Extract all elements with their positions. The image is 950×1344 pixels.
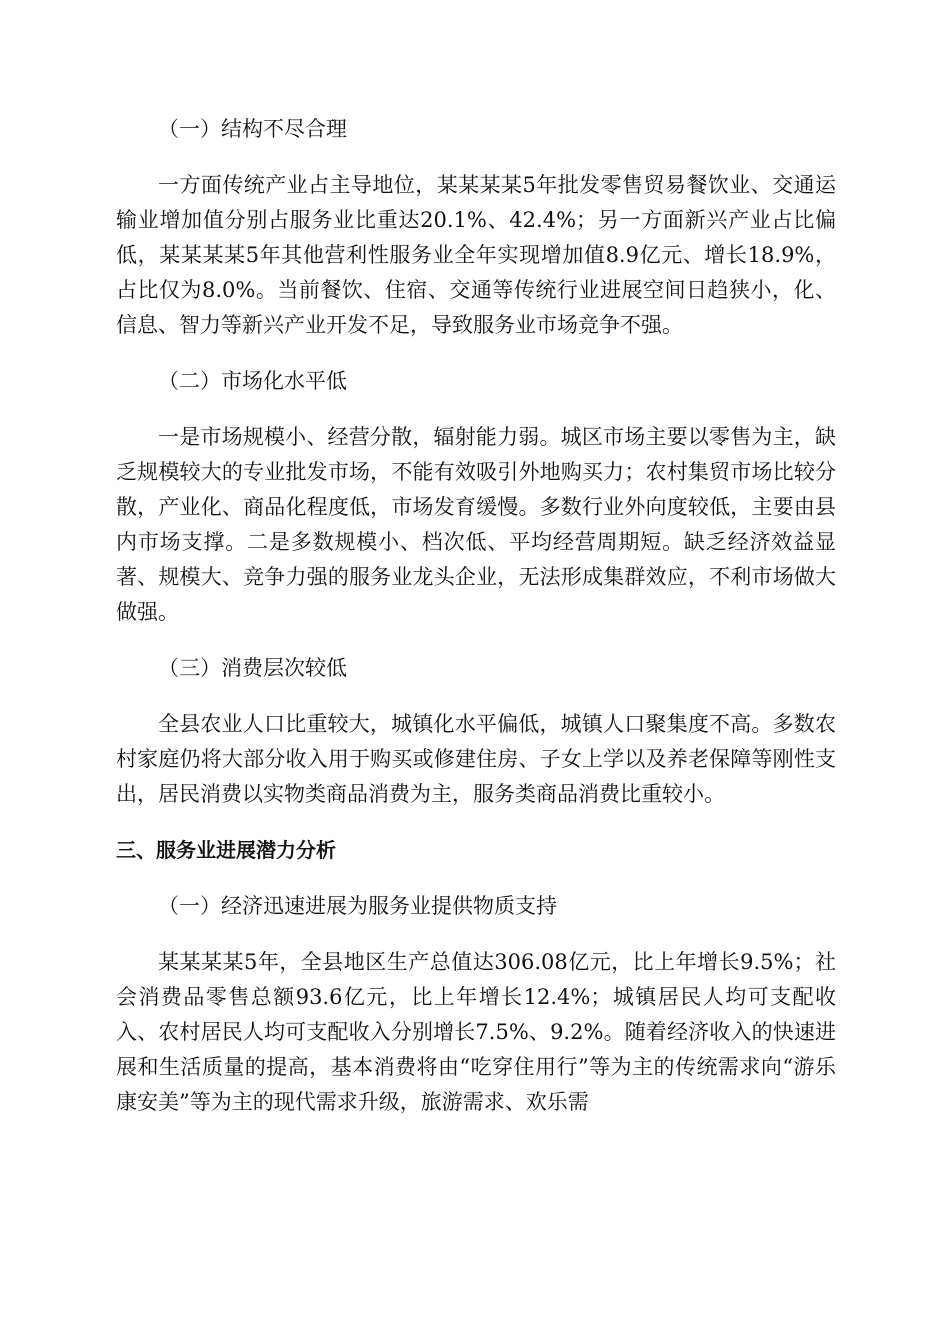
subsection-title-marketization: （二）市场化水平低 [158, 369, 347, 393]
section-title-potential-analysis: 三、服务业进展潜力分析 [116, 838, 336, 862]
paragraph-economic-support: 某某某某5年，全县地区生产总值达306.08亿元，比上年增长9.5%；社会消费品零售总额93.6亿元，比上年增长12.4%；城镇居民人均可支配收入、农村居民人均可支配收入分别增长7.5%、9.2%。随着经济收入的快速进展和生活质量的提高，基本消费将由“吃穿住用行”等为主的传统需求向“游乐康安美”等为主的现代需求升级，旅游需求、欢乐需 [116, 950, 836, 1114]
subsection-title-economic-support: （一）经济迅速进展为服务业提供物质支持 [158, 894, 557, 918]
paragraph-consumption: 全县农业人口比重较大，城镇化水平偏低，城镇人口聚集度不高。多数农村家庭仍将大部分收入用于购买或修建住房、子女上学以及养老保障等刚性支出，居民消费以实物类商品消费为主，服务类商品消费比重较小。 [116, 712, 836, 806]
subsection-title-structure: （一）结构不尽合理 [158, 117, 347, 141]
document-page [116, 112, 836, 1141]
paragraph-marketization: 一是市场规模小、经营分散，辐射能力弱。城区市场主要以零售为主，缺乏规模较大的专业批发市场，不能有效吸引外地购买力；农村集贸市场比较分散，产业化、商品化程度低，市场发育缓慢。多数行业外向度较低，主要由县内市场支撑。二是多数规模小、档次低、平均经营周期短。缺乏经济效益显著、规模大、竞争力强的服务业龙头企业，无法形成集群效应，不利市场做大做强。 [116, 425, 836, 624]
subsection-title-consumption: （三）消费层次较低 [158, 656, 347, 680]
paragraph-structure: 一方面传统产业占主导地位，某某某某5年批发零售贸易餐饮业、交通运输业增加值分别占服务业比重达20.1%、42.4%；另一方面新兴产业占比偏低，某某某某5年其他营利性服务业全年实现增加值8.9亿元、增长18.9%，占比仅为8.0%。当前餐饮、住宿、交通等传统行业进展空间日趋狭小，化、信息、智力等新兴产业开发不足，导致服务业市场竞争不强。 [116, 173, 836, 337]
